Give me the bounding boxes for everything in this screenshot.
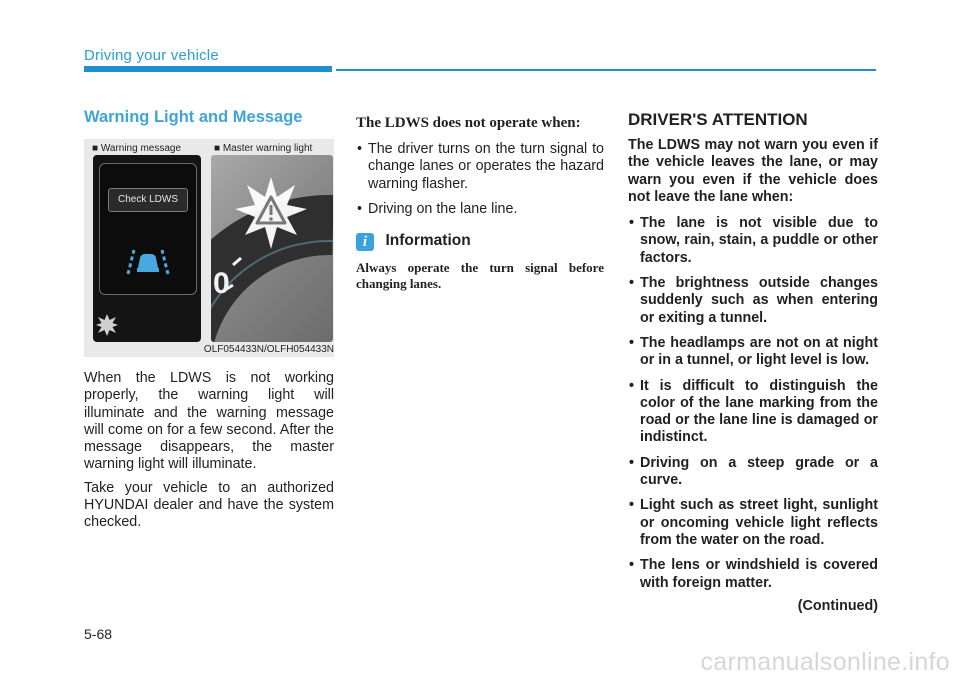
- cluster-display-panel: [93, 155, 201, 342]
- list-item: • Driving on the lane line.: [356, 201, 604, 218]
- ldws-not-operate-heading: The LDWS does not operate when:: [356, 115, 581, 131]
- column-warning-light: [84, 108, 334, 532]
- dealer-paragraph: Take your vehicle to an authorized HYUNDAI dealer and have the system checked.: [84, 479, 334, 531]
- information-title: Information: [385, 232, 471, 250]
- list-item: • The driver turns on the turn signal to change lanes or operates the hazard warning flasher.: [356, 141, 604, 193]
- information-box: [356, 231, 604, 292]
- list-item: • Light such as street light, sunlight or oncoming vehicle light reflects from the water on the road.: [628, 497, 878, 549]
- caption-master-warning: ■ Master warning light: [214, 143, 313, 154]
- column-ldws-operation: [356, 115, 604, 292]
- drivers-attention-intro: The LDWS may not warn you even if the vehicle leaves the lane, or may warn you even if the vehicle does not leave the lane when:: [628, 137, 878, 205]
- information-icon: i: [356, 233, 374, 251]
- information-text: Always operate the turn signal before changing lanes.: [356, 260, 604, 292]
- list-item: • The lane is not visible due to snow, rain, stain, a puddle or other factors.: [628, 215, 878, 267]
- instrument-cluster-figure: [84, 139, 334, 357]
- header-bar: [84, 66, 332, 72]
- warning-paragraph: When the LDWS is not working properly, the warning light will illuminate and the warning message will come on for a few second. After the message disappears, the master warning light will illuminate.: [84, 370, 334, 473]
- list-item: • The brightness outside changes suddenly such as when entering or exiting a tunnel.: [628, 275, 878, 327]
- page-number: 5-68: [84, 626, 113, 642]
- continued-label: (Continued): [797, 597, 878, 614]
- watermark: carmanualsonline.info: [700, 648, 950, 676]
- figure-code: OLF054433N/OLFH054433N: [203, 344, 334, 355]
- warning-light-heading: Warning Light and Message: [84, 108, 303, 126]
- column-drivers-attention: [628, 110, 878, 614]
- master-warning-icon: [233, 175, 309, 251]
- header-rule: [336, 69, 876, 71]
- lane-departure-icon: [118, 244, 178, 276]
- check-ldws-message: Check LDWS: [108, 188, 188, 212]
- caption-warning-message: ■ Warning message: [92, 143, 182, 154]
- warning-starburst-small-icon: [95, 313, 119, 337]
- attention-condition-list: [628, 215, 878, 592]
- gauge-digit: 0: [213, 267, 230, 300]
- ldws-condition-list: [356, 141, 604, 218]
- section-title: Driving your vehicle: [84, 47, 219, 64]
- drivers-attention-heading: DRIVER'S ATTENTION: [628, 110, 808, 129]
- gauge-panel: [211, 155, 333, 342]
- list-item: • Driving on a steep grade or a curve.: [628, 455, 878, 490]
- cluster-lcd-screen: [99, 163, 197, 295]
- list-item: • It is difficult to distinguish the color of the lane marking from the road or the lane line is damaged or indistinct.: [628, 378, 878, 447]
- list-item: • The lens or windshield is covered with foreign matter.: [628, 557, 878, 592]
- list-item: • The headlamps are not on at night or in a tunnel, or light level is low.: [628, 335, 878, 370]
